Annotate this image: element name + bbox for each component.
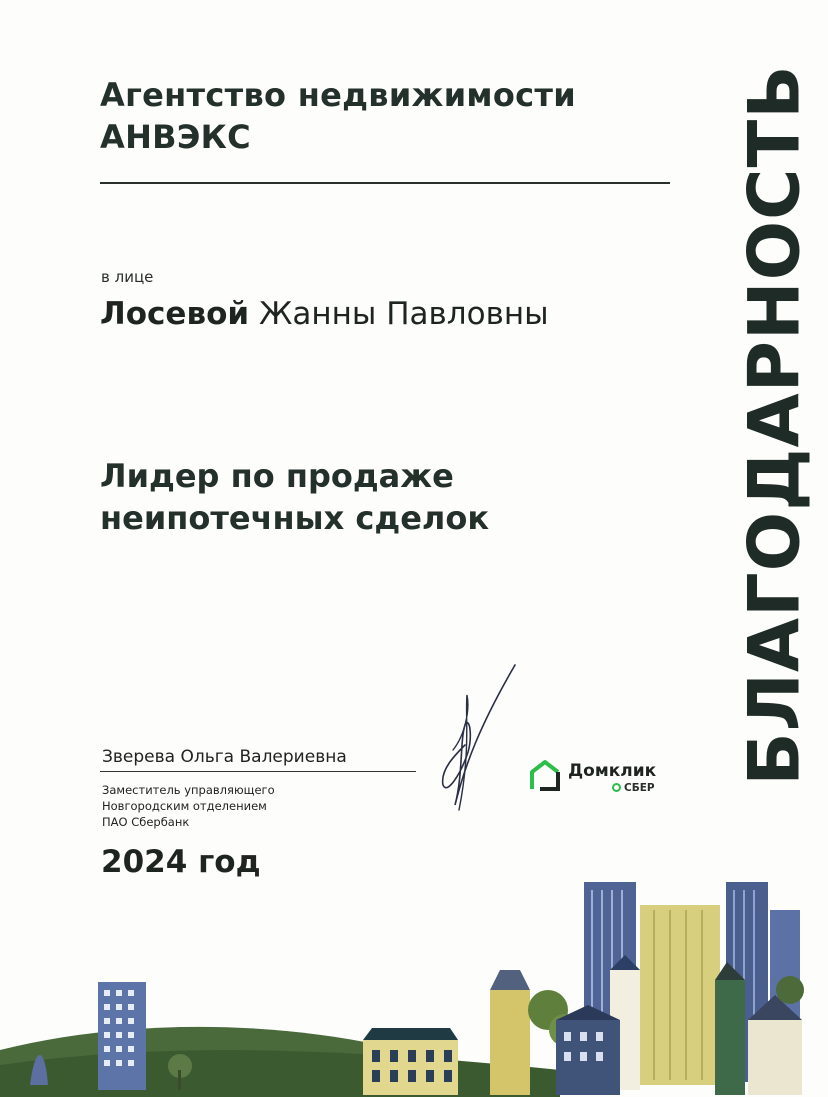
organization-underline bbox=[100, 182, 670, 184]
signatory-role-line1: Заместитель управляющего bbox=[102, 783, 275, 797]
award-line1: Лидер по продаже bbox=[100, 457, 454, 495]
logo-sub: СБЕР bbox=[624, 782, 655, 794]
signatory-role-line2: Новгородским отделением bbox=[102, 799, 267, 813]
domclick-house-icon bbox=[528, 758, 562, 792]
organization-name bbox=[100, 74, 576, 158]
signatory-name: Зверева Ольга Валериевна bbox=[102, 747, 347, 767]
recipient-prefix: в лице bbox=[101, 268, 154, 286]
organization-line2: АНВЭКС bbox=[100, 118, 251, 156]
signature-line bbox=[100, 771, 416, 772]
award-line2: неипотечных сделок bbox=[100, 499, 490, 537]
side-title-text: БЛАГОДАРНОСТЬ bbox=[734, 64, 817, 786]
city-skyline-illustration bbox=[0, 870, 828, 1097]
domclick-logo bbox=[528, 758, 678, 802]
logo-name: Домклик bbox=[568, 761, 657, 781]
side-title bbox=[734, 20, 817, 830]
signatory-role bbox=[102, 782, 275, 830]
recipient-given-names: Жанны Павловны bbox=[258, 296, 549, 332]
handwritten-signature bbox=[425, 655, 535, 815]
award-title bbox=[100, 455, 489, 539]
recipient-surname: Лосевой bbox=[100, 296, 250, 332]
organization-line1: Агентство недвижимости bbox=[100, 76, 577, 114]
signatory-role-line3: ПАО Сбербанк bbox=[102, 815, 190, 829]
recipient-name bbox=[100, 296, 549, 332]
sber-icon bbox=[612, 783, 621, 792]
year: 2024 год bbox=[101, 844, 261, 880]
